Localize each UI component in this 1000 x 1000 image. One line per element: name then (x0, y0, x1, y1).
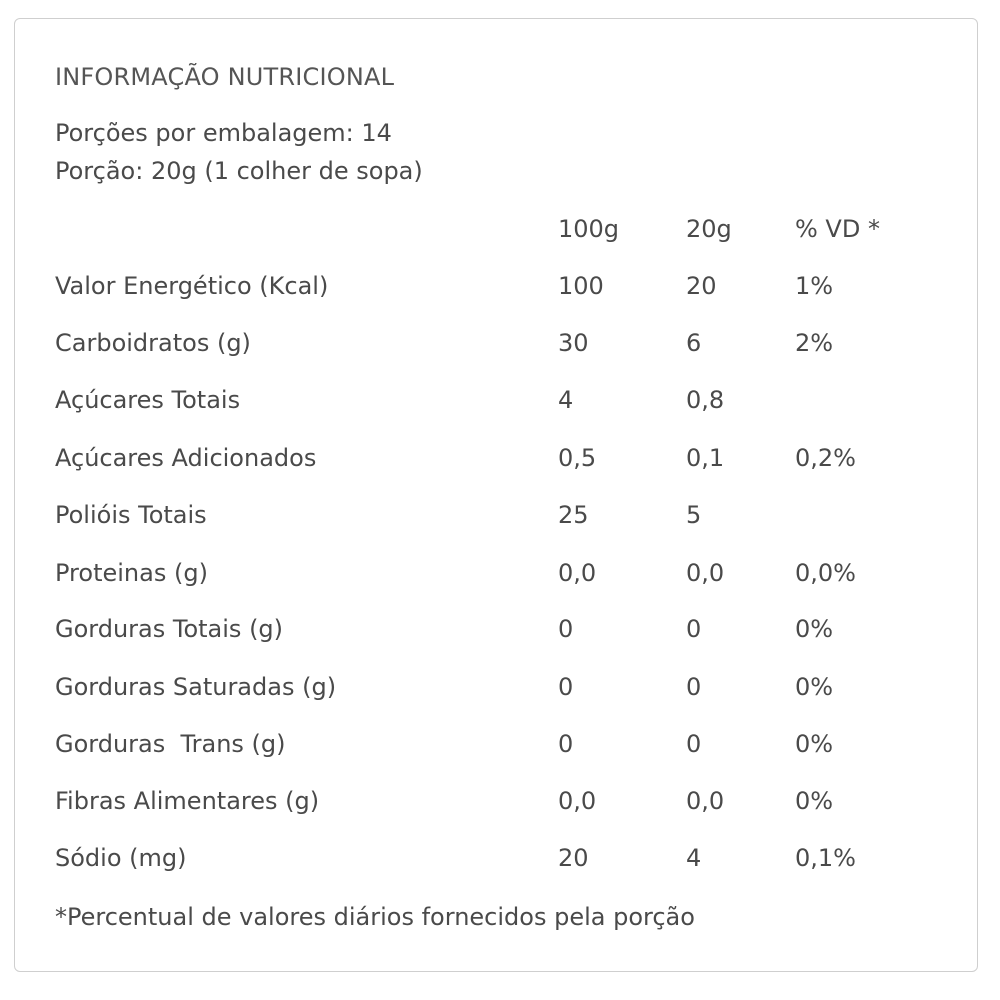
value-vd: 0,1% (795, 844, 856, 872)
table-row (55, 559, 955, 599)
table-row (55, 501, 955, 541)
value-100g: 0,5 (558, 444, 597, 472)
value-20g: 6 (686, 329, 702, 357)
value-vd: 0% (795, 787, 834, 815)
nutrient-name: Gorduras Saturadas (g) (55, 673, 337, 701)
value-100g: 20 (558, 844, 589, 872)
value-20g: 0 (686, 615, 702, 643)
table-row (55, 673, 955, 713)
nutrient-name: Açúcares Adicionados (55, 444, 317, 472)
header-100g: 100g (558, 215, 620, 243)
value-100g: 100 (558, 272, 604, 300)
footnote: *Percentual de valores diários fornecidos pela porção (55, 903, 695, 931)
value-20g: 0,0 (686, 559, 725, 587)
nutrient-name: Proteinas (g) (55, 559, 208, 587)
value-20g: 0 (686, 673, 702, 701)
value-20g: 0,0 (686, 787, 725, 815)
nutrient-name: Valor Energético (Kcal) (55, 272, 329, 300)
value-vd: 0% (795, 615, 834, 643)
value-vd: 0,2% (795, 444, 856, 472)
nutrient-name: Polióis Totais (55, 501, 207, 529)
value-20g: 0,8 (686, 386, 725, 414)
value-100g: 0,0 (558, 559, 597, 587)
value-20g: 20 (686, 272, 717, 300)
value-20g: 0 (686, 730, 702, 758)
value-100g: 0 (558, 615, 574, 643)
value-100g: 0,0 (558, 787, 597, 815)
table-row (55, 730, 955, 770)
value-100g: 4 (558, 386, 574, 414)
nutrient-name: Sódio (mg) (55, 844, 187, 872)
nutrition-title: INFORMAÇÃO NUTRICIONAL (55, 63, 395, 91)
serving-size: Porção: 20g (1 colher de sopa) (55, 157, 423, 185)
table-row (55, 386, 955, 426)
table-row (55, 272, 955, 312)
nutrient-name: Gorduras Trans (g) (55, 730, 286, 758)
nutrient-name: Fibras Alimentares (g) (55, 787, 320, 815)
nutrient-name: Gorduras Totais (g) (55, 615, 284, 643)
nutrient-name: Carboidratos (g) (55, 329, 251, 357)
servings-per-package: Porções por embalagem: 14 (55, 119, 392, 147)
nutrient-name: Açúcares Totais (55, 386, 241, 414)
value-20g: 5 (686, 501, 702, 529)
header-20g: 20g (686, 215, 732, 243)
table-row (55, 329, 955, 369)
value-100g: 30 (558, 329, 589, 357)
table-row (55, 444, 955, 484)
table-row (55, 844, 955, 884)
header-vd: % VD * (795, 215, 880, 243)
value-vd: 0% (795, 673, 834, 701)
value-20g: 0,1 (686, 444, 725, 472)
table-row (55, 615, 955, 655)
value-vd: 0,0% (795, 559, 856, 587)
value-100g: 0 (558, 730, 574, 758)
value-100g: 25 (558, 501, 589, 529)
value-vd: 1% (795, 272, 834, 300)
value-100g: 0 (558, 673, 574, 701)
value-20g: 4 (686, 844, 702, 872)
nutrition-facts-card (14, 18, 978, 972)
value-vd: 2% (795, 329, 834, 357)
value-vd: 0% (795, 730, 834, 758)
table-header-row (55, 215, 955, 255)
table-row (55, 787, 955, 827)
